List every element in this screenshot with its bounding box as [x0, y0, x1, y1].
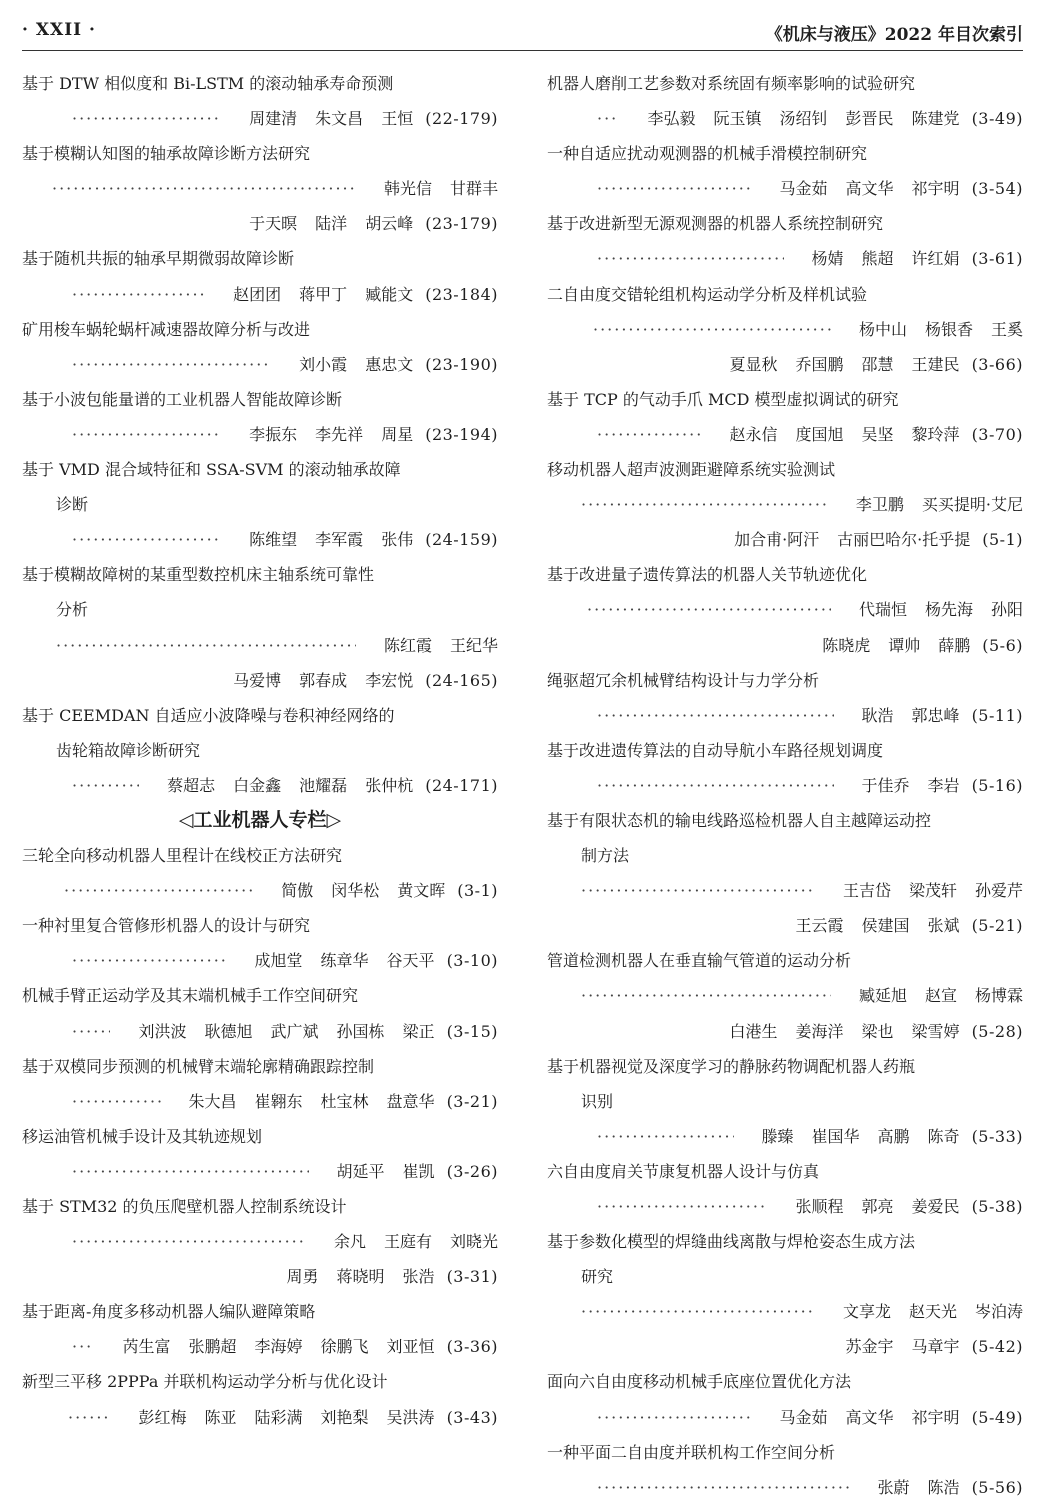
author-line: [547, 768, 1023, 803]
author-name: 赵永信: [729, 424, 778, 444]
author-name: 度国旭: [795, 424, 844, 444]
issue-page-ref: (5-16): [971, 775, 1023, 795]
dot-leader: [72, 522, 221, 557]
running-title: 《机床与液压》2022 年目次索引: [765, 25, 1023, 45]
article-title: 基于机器视觉及深度学习的静脉药物调配机器人药瓶: [547, 1056, 916, 1076]
article-title: 移运油管机械手设计及其轨迹规划: [22, 1126, 263, 1146]
author-name: 芮生富: [122, 1337, 171, 1357]
author-name: 刘洪波: [138, 1021, 187, 1041]
author-name: 臧能文: [365, 284, 414, 304]
author-name: 谷天平: [386, 951, 435, 971]
author-name: 赵宣: [924, 986, 957, 1006]
author-line: [547, 1470, 1023, 1505]
issue-page-ref: (5-38): [971, 1197, 1023, 1216]
author-name: 杨博霖: [974, 986, 1023, 1006]
dot-leader: [597, 1189, 768, 1224]
issue-page-ref: (5-11): [971, 705, 1023, 725]
author-name: 王云霞: [795, 916, 844, 936]
author-name: 陆洋: [315, 214, 348, 234]
author-line: [22, 1400, 498, 1435]
author-line-continued: [22, 206, 498, 241]
dot-leader: [597, 1400, 752, 1435]
author-name: 张伟: [381, 530, 414, 550]
author-name: 王建民: [911, 354, 960, 374]
author-line: [22, 1154, 498, 1189]
dot-leader: [72, 943, 227, 978]
author-name: 高鹏: [877, 1126, 910, 1146]
issue-page-ref: (3-26): [446, 1161, 498, 1181]
author-line: [22, 943, 498, 978]
article-title: 移动机器人超声波测距避障系统实验测试: [547, 460, 836, 480]
article-title-continued: 诊断: [56, 495, 89, 515]
author-name: 张蔚: [877, 1477, 910, 1497]
author-line: [22, 171, 498, 206]
page-header: [22, 16, 1023, 51]
dot-leader: [593, 312, 831, 347]
author-name: 吴洪涛: [386, 1407, 435, 1427]
dot-leader: [72, 1084, 161, 1119]
author-line-continued: [547, 522, 1023, 557]
author-name: 胡云峰: [365, 214, 414, 234]
dot-leader: [72, 277, 205, 312]
author-name: 赵团团: [233, 284, 282, 304]
author-name: 耿德旭: [204, 1021, 253, 1041]
author-line-continued: [547, 1014, 1023, 1049]
author-name: 练章华: [320, 951, 369, 971]
author-line: [547, 1294, 1023, 1329]
author-name: 李振东: [249, 424, 298, 444]
author-name: 赵天光: [908, 1302, 957, 1322]
author-name: 阮玉镇: [713, 109, 762, 129]
author-name: 盘意华: [386, 1091, 435, 1111]
author-line: [22, 347, 498, 382]
article-title: 基于改进量子遗传算法的机器人关节轨迹优化: [547, 565, 868, 585]
article-title: 基于有限状态机的输电线路巡检机器人自主越障运动控: [547, 810, 932, 830]
author-name: 周建清: [249, 109, 298, 129]
article-title: 基于 VMD 混合域特征和 SSA-SVM 的滚动轴承故障: [22, 460, 401, 480]
author-name: 马金茹: [779, 179, 828, 199]
dot-leader: [597, 171, 752, 206]
author-name: 姜海洋: [795, 1021, 844, 1041]
author-name: 杜宝林: [320, 1091, 369, 1111]
author-name: 臧延旭: [858, 986, 907, 1006]
dot-leader: [581, 978, 831, 1013]
article-title: 基于 DTW 相似度和 Bi-LSTM 的滚动轴承寿命预测: [22, 74, 394, 93]
author-name: 刘晓光: [449, 1232, 498, 1252]
issue-page-ref: (3-61): [971, 249, 1023, 269]
dot-leader: [597, 417, 702, 452]
author-name: 郭亮: [861, 1197, 894, 1216]
dot-leader: [587, 592, 831, 627]
issue-page-ref: (3-66): [971, 354, 1023, 374]
author-name: 张顺程: [795, 1197, 844, 1216]
dot-leader: [72, 1329, 94, 1364]
section-heading: ◁工业机器人专栏▷: [178, 808, 342, 831]
author-line: [22, 1224, 498, 1259]
author-line: [547, 241, 1023, 276]
author-name: 陆彩满: [254, 1407, 303, 1427]
dot-leader: [597, 1470, 850, 1505]
author-line: [22, 522, 498, 557]
author-name: 侯建国: [861, 916, 910, 936]
author-name: 李宏悦: [365, 670, 414, 690]
author-name: 黄文晖: [397, 881, 446, 901]
author-name: 吴坚: [861, 424, 894, 444]
author-name: 朱大昌: [188, 1091, 237, 1111]
author-name: 梁雪婷: [911, 1021, 960, 1041]
issue-page-ref: (23-184): [425, 284, 498, 304]
author-name: 邵慧: [861, 354, 894, 374]
author-name: 梁也: [861, 1021, 894, 1041]
author-name: 彭晋民: [845, 109, 894, 129]
author-name: 李海婷: [254, 1337, 303, 1357]
article-title: 机械手臂正运动学及其末端机械手工作空间研究: [22, 986, 359, 1006]
author-name: 高文华: [845, 1407, 894, 1427]
author-name: 崔国华: [811, 1126, 860, 1146]
issue-page-ref: (23-194): [425, 424, 498, 444]
dot-leader: [56, 628, 356, 663]
issue-page-ref: (5-49): [971, 1407, 1023, 1427]
issue-page-ref: (5-1): [982, 530, 1023, 550]
author-line: [22, 873, 498, 908]
article-title: 面向六自由度移动机械手底座位置优化方法: [547, 1372, 852, 1392]
author-name: 梁茂轩: [908, 881, 957, 901]
author-name: 夏显秋: [729, 354, 778, 374]
author-name: 李先祥: [315, 424, 364, 444]
issue-page-ref: (3-15): [446, 1021, 498, 1041]
author-name: 高文华: [845, 179, 894, 199]
dot-leader: [72, 101, 221, 136]
author-name: 闵华松: [331, 881, 380, 901]
dot-leader: [52, 171, 356, 206]
issue-page-ref: (5-21): [971, 916, 1023, 936]
author-name: 刘小霞: [299, 354, 348, 374]
issue-page-ref: (3-49): [971, 109, 1023, 129]
author-name: 蔡超志: [167, 775, 216, 795]
article-title: 基于模糊故障树的某重型数控机床主轴系统可靠性: [22, 565, 375, 585]
author-name: 武广斌: [270, 1021, 319, 1041]
author-name: 成旭堂: [254, 951, 303, 971]
dot-leader: [597, 241, 784, 276]
author-name: 苏金宇: [845, 1337, 894, 1357]
article-title: 基于改进遗传算法的自动导航小车路径规划调度: [547, 740, 884, 760]
author-line-continued: [547, 347, 1023, 382]
author-name: 陈奇: [927, 1126, 960, 1146]
author-line: [547, 1119, 1023, 1154]
dot-leader: [597, 698, 834, 733]
author-name: 甘群丰: [449, 179, 498, 199]
author-name: 马章宇: [911, 1337, 960, 1357]
author-line: [22, 628, 498, 663]
article-title-continued: 制方法: [581, 846, 630, 866]
right-column: [547, 66, 1023, 1505]
author-name: 杨银香: [924, 319, 973, 339]
author-line: [22, 417, 498, 452]
author-name: 李军霞: [315, 530, 364, 550]
issue-page-ref: (3-21): [446, 1091, 498, 1111]
author-name: 孙阳: [990, 600, 1023, 620]
author-name: 于天暝: [249, 214, 298, 234]
author-name: 姜爱民: [911, 1197, 960, 1216]
issue-page-ref: (5-6): [982, 635, 1023, 655]
issue-page-ref: (24-171): [425, 775, 498, 795]
author-name: 祁宇明: [911, 179, 960, 199]
article-title: 基于 STM32 的负压爬壁机器人控制系统设计: [22, 1197, 347, 1216]
issue-page-ref: (22-179): [425, 109, 498, 129]
article-title: 二自由度交错轮组机构运动学分析及样机试验: [547, 284, 868, 304]
author-name: 周星: [381, 424, 414, 444]
author-name: 陈建党: [911, 109, 960, 129]
issue-page-ref: (3-36): [446, 1337, 498, 1357]
author-line: [547, 592, 1023, 627]
article-title: 绳驱超冗余机械臂结构设计与力学分析: [547, 670, 820, 690]
author-line: [547, 698, 1023, 733]
author-line: [547, 171, 1023, 206]
author-name: 胡延平: [336, 1161, 385, 1181]
author-name: 崔凯: [402, 1161, 435, 1181]
author-line: [547, 873, 1023, 908]
dot-leader: [64, 873, 253, 908]
author-line-continued: [22, 663, 498, 698]
author-name: 张仲杭: [365, 775, 414, 795]
author-name: 张斌: [927, 916, 960, 936]
article-title-continued: 识别: [581, 1091, 614, 1111]
issue-page-ref: (5-33): [971, 1126, 1023, 1146]
dot-leader: [72, 1224, 306, 1259]
issue-page-ref: (3-43): [446, 1407, 498, 1427]
article-title: 新型三平移 2PPPa 并联机构运动学分析与优化设计: [22, 1372, 388, 1392]
issue-page-ref: (24-165): [425, 670, 498, 690]
author-name: 熊超: [861, 249, 894, 269]
author-line: [547, 101, 1023, 136]
author-line: [22, 768, 498, 803]
author-line: [22, 1329, 498, 1364]
author-line-continued: [547, 1329, 1023, 1364]
author-name: 古丽巴哈尔·托乎提: [837, 530, 971, 550]
author-name: 文享龙: [842, 1302, 891, 1322]
issue-page-ref: (5-56): [971, 1477, 1023, 1497]
author-name: 谭帅: [888, 635, 921, 655]
article-title: 基于距离-角度多移动机器人编队避障策略: [22, 1302, 316, 1322]
author-name: 乔国鹏: [795, 354, 844, 374]
author-line-continued: [547, 908, 1023, 943]
article-title-continued: 研究: [581, 1267, 614, 1287]
article-title: 基于双模同步预测的机械臂末端轮廓精确跟踪控制: [22, 1056, 375, 1076]
issue-page-ref: (3-31): [446, 1267, 498, 1287]
author-name: 陈亚: [204, 1407, 237, 1427]
author-name: 汤绍钊: [779, 109, 828, 129]
author-name: 张鹏超: [188, 1337, 237, 1357]
author-line: [547, 1189, 1023, 1224]
author-line: [547, 312, 1023, 347]
author-name: 刘艳梨: [320, 1407, 369, 1427]
author-name: 李岩: [927, 775, 960, 795]
author-line: [547, 417, 1023, 452]
author-name: 王庭有: [383, 1232, 432, 1252]
author-name: 周勇: [286, 1267, 319, 1287]
article-title: 矿用梭车蜗轮蜗杆减速器故障分析与改进: [22, 319, 311, 339]
dot-leader: [72, 347, 271, 382]
author-name: 杨中山: [858, 319, 907, 339]
author-name: 孙爱芹: [974, 881, 1023, 901]
article-title: 基于改进新型无源观测器的机器人系统控制研究: [547, 214, 884, 234]
dot-leader: [72, 417, 221, 452]
author-name: 陈红霞: [383, 635, 432, 655]
author-line: [22, 1014, 498, 1049]
author-name: 白金鑫: [233, 775, 282, 795]
author-line: [547, 487, 1023, 522]
author-name: 惠忠文: [365, 354, 414, 374]
article-title: 基于参数化模型的焊缝曲线离散与焊枪姿态生成方法: [547, 1232, 916, 1252]
dot-leader: [581, 1294, 815, 1329]
article-title-continued: 分析: [56, 600, 89, 620]
issue-page-ref: (23-179): [425, 214, 498, 234]
article-title: 基于 CEEMDAN 自适应小波降噪与卷积神经网络的: [22, 705, 395, 725]
issue-page-ref: (24-159): [425, 530, 498, 550]
author-name: 买买提明·艾尼: [921, 495, 1023, 515]
author-name: 郭忠峰: [911, 705, 960, 725]
author-name: 王纪华: [449, 635, 498, 655]
author-name: 张浩: [402, 1267, 435, 1287]
author-line-continued: [547, 628, 1023, 663]
article-title: 一种平面二自由度并联机构工作空间分析: [547, 1442, 836, 1462]
author-name: 滕臻: [761, 1126, 794, 1146]
author-name: 杨婧: [811, 249, 844, 269]
author-name: 薛鹏: [938, 635, 971, 655]
article-title: 机器人磨削工艺参数对系统固有频率影响的试验研究: [547, 74, 916, 93]
dot-leader: [68, 1400, 110, 1435]
author-name: 梁正: [402, 1021, 435, 1041]
article-title: 一种自适应扰动观测器的机械手滑模控制研究: [547, 144, 868, 164]
author-name: 耿浩: [861, 705, 894, 725]
dot-leader: [581, 873, 815, 908]
article-title: 一种衬里复合管修形机器人的设计与研究: [22, 916, 311, 936]
article-title: 基于随机共振的轴承早期微弱故障诊断: [22, 249, 295, 269]
author-name: 许红娟: [911, 249, 960, 269]
author-name: 蒋晓明: [336, 1267, 385, 1287]
author-name: 李弘毅: [647, 109, 696, 129]
author-name: 崔翱东: [254, 1091, 303, 1111]
author-line-continued: [22, 1259, 498, 1294]
author-name: 黎玲萍: [911, 424, 960, 444]
issue-page-ref: (5-42): [971, 1337, 1023, 1357]
article-title: 管道检测机器人在垂直输气管道的运动分析: [547, 951, 852, 971]
author-name: 徐鹏飞: [320, 1337, 369, 1357]
author-name: 李卫鹏: [855, 495, 904, 515]
author-line: [22, 1084, 498, 1119]
author-name: 朱文昌: [315, 109, 364, 129]
author-name: 彭红梅: [138, 1407, 187, 1427]
dot-leader: [597, 1119, 734, 1154]
dot-leader: [581, 487, 828, 522]
dot-leader: [72, 1014, 110, 1049]
author-name: 孙国栋: [336, 1021, 385, 1041]
author-name: 王奚: [990, 319, 1023, 339]
article-title-continued: 齿轮箱故障诊断研究: [56, 740, 201, 760]
author-name: 刘亚恒: [386, 1337, 435, 1357]
article-title: 六自由度肩关节康复机器人设计与仿真: [547, 1161, 820, 1181]
author-name: 于佳乔: [861, 775, 910, 795]
author-line: [547, 1400, 1023, 1435]
left-column: [22, 66, 498, 1435]
issue-page-ref: (3-54): [971, 179, 1023, 199]
dot-leader: [72, 1154, 309, 1189]
author-name: 杨先海: [924, 600, 973, 620]
author-name: 蒋甲丁: [299, 284, 348, 304]
article-title: 基于小波包能量谱的工业机器人智能故障诊断: [22, 389, 343, 409]
author-name: 岑泊涛: [974, 1302, 1023, 1322]
author-name: 代瑞恒: [858, 600, 907, 620]
issue-page-ref: (3-70): [971, 424, 1023, 444]
dot-leader: [597, 101, 619, 136]
author-name: 马金茹: [779, 1407, 828, 1427]
author-line: [22, 101, 498, 136]
article-title: 基于模糊认知图的轴承故障诊断方法研究: [22, 144, 311, 164]
author-name: 白港生: [729, 1021, 778, 1041]
author-name: 陈维望: [249, 530, 298, 550]
author-name: 马爱博: [233, 670, 282, 690]
article-title: 基于 TCP 的气动手爪 MCD 模型虚拟调试的研究: [547, 389, 899, 409]
author-name: 简傲: [281, 881, 314, 901]
issue-page-ref: (3-1): [457, 881, 498, 901]
issue-page-ref: (5-28): [971, 1021, 1023, 1041]
article-title: 三轮全向移动机器人里程计在线校正方法研究: [22, 846, 343, 866]
author-name: 加合甫·阿汗: [734, 530, 820, 550]
author-name: 郭春成: [299, 670, 348, 690]
author-line: [22, 277, 498, 312]
author-name: 陈浩: [927, 1477, 960, 1497]
author-name: 祁宇明: [911, 1407, 960, 1427]
page-number: · XXII ·: [22, 20, 96, 40]
author-name: 池耀磊: [299, 775, 348, 795]
author-line: [547, 978, 1023, 1013]
issue-page-ref: (23-190): [425, 354, 498, 374]
dot-leader: [72, 768, 139, 803]
author-name: 王恒: [381, 109, 414, 129]
author-name: 陈晓虎: [822, 635, 871, 655]
author-name: 韩光信: [383, 179, 432, 199]
issue-page-ref: (3-10): [446, 951, 498, 971]
author-name: 余凡: [333, 1232, 366, 1252]
dot-leader: [597, 768, 834, 803]
author-name: 王吉岱: [842, 881, 891, 901]
